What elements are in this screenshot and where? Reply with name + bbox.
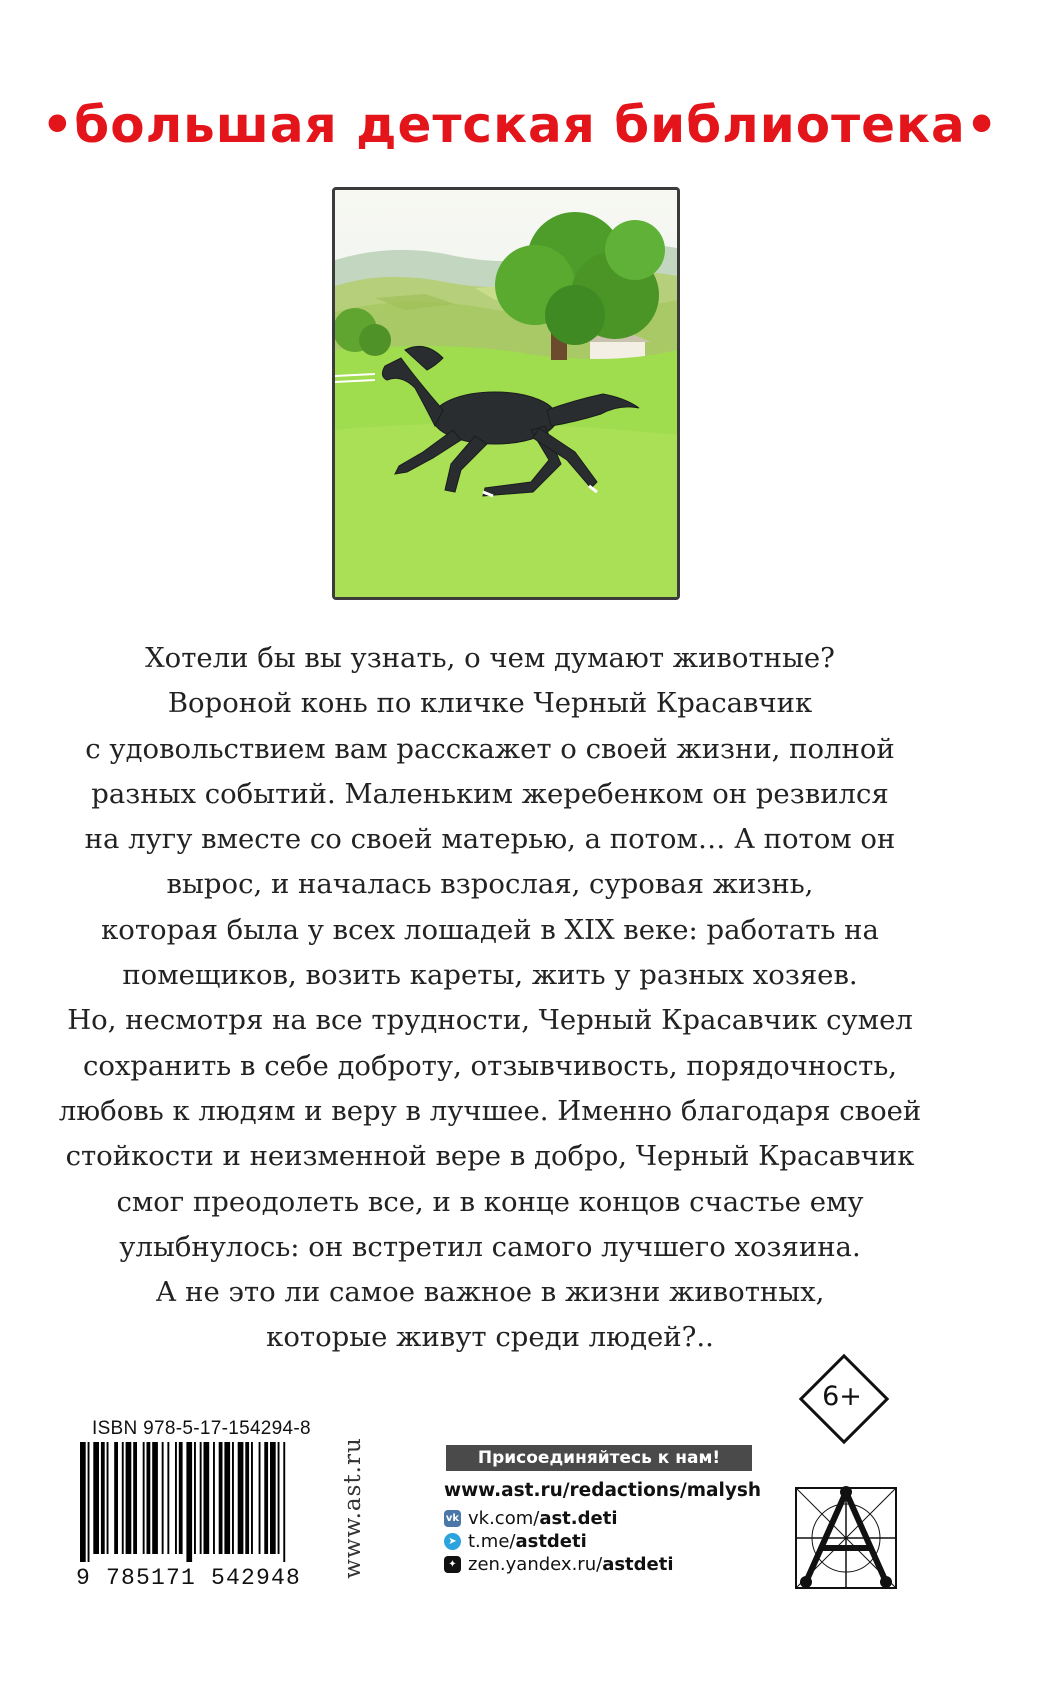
vk-link-handle: ast.deti [539, 1508, 618, 1529]
age-rating-badge [800, 1355, 884, 1439]
barcode-digits: 9 785171 542948 [76, 1565, 302, 1591]
annotation-line: которые живут среди людей?.. [266, 1321, 714, 1354]
series-title: •большая детская библиотека• [41, 96, 999, 154]
barcode [78, 1442, 322, 1562]
vk-link-prefix: vk.com/ [468, 1508, 540, 1529]
vk-icon: vk [444, 1510, 461, 1527]
annotation-line: которая была у всех лошадей в XIX веке: работать на [101, 913, 879, 946]
zen-link-handle: astdeti [602, 1554, 674, 1575]
annotation-line: улыбнулось: он встретил самого лучшего хозяина. [119, 1230, 861, 1263]
publisher-link[interactable]: www.ast.ru/redactions/malysh [444, 1480, 762, 1501]
join-us-banner: Присоединяйтесь к нам! [446, 1445, 752, 1471]
vk-link[interactable] [444, 1507, 761, 1530]
publisher-site-vertical [338, 1428, 368, 1588]
telegram-link-prefix: t.me/ [468, 1531, 516, 1552]
publisher-site-text: www.ast.ru [340, 1437, 366, 1579]
annotation-line: Вороной конь по кличке Черный Красавчик [167, 687, 813, 720]
telegram-icon: ➤ [444, 1533, 461, 1550]
book-annotation [40, 636, 940, 1361]
publisher-logo-icon [794, 1486, 898, 1590]
social-links [444, 1480, 761, 1576]
zen-link-prefix: zen.yandex.ru/ [468, 1554, 603, 1575]
galloping-black-horse-illustration [335, 190, 677, 597]
annotation-line: сохранить в себе доброту, отзывчивость, порядочность, [82, 1049, 898, 1082]
zen-icon: ✦ [444, 1556, 461, 1573]
annotation-line: вырос, и началась взрослая, суровая жизнь, [166, 868, 814, 901]
zen-link[interactable] [444, 1553, 761, 1576]
annotation-line: Но, несмотря на все трудности, Черный Красавчик сумел [67, 1004, 913, 1037]
annotation-line: смог преодолеть все, и в конце концов счастье ему [116, 1185, 864, 1218]
telegram-link[interactable] [444, 1530, 761, 1553]
telegram-link-handle: astdeti [515, 1531, 587, 1552]
annotation-line: Хотели бы вы узнать, о чем думают животные? [145, 642, 835, 674]
cover-illustration [332, 187, 680, 600]
annotation-line: разных событий. Маленьким жеребенком он резвился [91, 777, 889, 810]
annotation-line: с удовольствием вам расскажет о своей жизни, полной [85, 732, 895, 765]
annotation-line: стойкости и неизменной вере в добро, Черный Красавчик [65, 1140, 915, 1173]
age-rating-text: 6+ [822, 1381, 862, 1412]
annotation-line: помещиков, возить кареты, жить у разных хозяев. [122, 959, 858, 992]
isbn-number: ISBN 978-5-17-154294-8 [92, 1418, 311, 1439]
annotation-line: А не это ли самое важное в жизни животных, [155, 1276, 825, 1309]
annotation-line: на лугу вместе со своей матерью, а потом… А потом он [84, 823, 896, 856]
annotation-line: любовь к людям и веру в лучшее. Именно благодаря своей [58, 1094, 922, 1127]
